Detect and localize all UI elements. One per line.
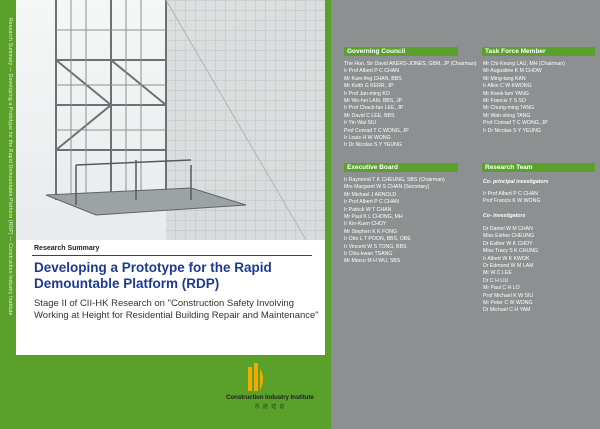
member-name: Ir Patrick W T CHAN [344, 206, 392, 213]
back-cover [325, 0, 600, 429]
research-team-heading: Research Team [482, 163, 595, 172]
book-spine [0, 0, 16, 429]
member-name: Miss Esther CHEUNG [483, 233, 535, 240]
member-name: Ir Chiu-kwan TSANG [344, 251, 393, 258]
research-summary-label: Research Summary [34, 245, 100, 252]
member-name: Ir Prof Albert P C CHAN [344, 68, 399, 75]
member-name: Dr C H LIU [483, 277, 509, 284]
member-name: Mr Chung-ming TANG [483, 105, 535, 112]
member-name: Mr Francis Y S SO [483, 98, 527, 105]
member-name: Mr Kwok-lam YANG [483, 90, 529, 97]
back-green-strip [325, 0, 331, 429]
member-name: Prof Francis K W WONG [483, 198, 541, 205]
member-name: Dr Michael C H YAM [483, 307, 531, 314]
member-name: Prof Conrad T C WONG, JP [344, 127, 409, 134]
member-name: Ir Alkin C W KWONG [483, 83, 532, 90]
governing-council-list [344, 61, 477, 150]
cover-title: Developing a Prototype for the Rapid Demountable Platform (RDP) [34, 260, 272, 291]
publisher-name: Construction Industry Institute [226, 395, 314, 401]
member-name: Mr David C LEE, BBS [344, 112, 395, 119]
member-name: Ir Kin-Kuen CHOY [344, 221, 387, 228]
member-name: Ir Prof Chack-fan LEE, JP [344, 105, 404, 112]
member-name: Ir Prof Jan-ming KO [344, 90, 390, 97]
co-pi-list [483, 191, 540, 206]
member-name: Mr Marco M H WU, SBS [344, 258, 401, 265]
co-pi-label: Co- principal investigators [483, 179, 549, 185]
member-name: Mr W C LEE [483, 270, 512, 277]
governing-council-heading: Governing Council [344, 47, 458, 56]
spine-text: Research Summary — Developing a Prototype for the Rapid Demountable Platform (RDP) — Construction Industry Institute [7, 18, 13, 316]
member-name: Mr Paul K L CHONG, MH [344, 214, 403, 221]
green-footer-band [16, 355, 325, 429]
platform-illustration [16, 0, 325, 240]
member-name: Mrs Margaret W S CHAN (Secretary) [344, 184, 430, 191]
member-name: Mr Ming-tang KAN [483, 75, 526, 82]
member-name: Ir Otto L T POON, BBS, OBE [344, 236, 411, 243]
member-name: Ir Vincent W S TONG, BBS [344, 243, 407, 250]
member-name: Prof Conrad T C WONG, JP [483, 120, 548, 127]
member-name: Mr Kam-fing CHAN, BBS [344, 75, 402, 82]
member-name: Ir Raymond T K CHEUNG, SBS (Chairman) [344, 177, 445, 183]
member-name: Dr Edmond W M LAM [483, 263, 534, 270]
cii-logo-icon [246, 363, 266, 393]
publisher-chinese-name: 香 港 建 造 [254, 404, 286, 410]
member-name: The Hon. Sir David AKERS-JONES, GBM, JP (Chairman) [344, 61, 477, 67]
member-name: Mr Paul C H LO [483, 285, 520, 292]
member-name: Ir Albert W K KWOK [483, 255, 530, 262]
co-investigators-label: Co- investigators [483, 213, 526, 219]
member-name: Dr Daniel W M CHAN [483, 226, 533, 232]
member-name: Ir Louis H W WONG [344, 135, 391, 142]
task-force-heading: Task Force Member [482, 47, 595, 56]
executive-board-list [344, 177, 445, 266]
member-name: Mr Wo-hei LAM, BBS, JP [344, 98, 403, 105]
divider [32, 255, 312, 256]
member-name: Ir Dr Nicolas S Y YEUNG [483, 127, 541, 134]
member-name: Ir Prof Albert P C CHAN [344, 199, 399, 206]
member-name: Ir Yin Wai SIU [344, 120, 377, 127]
member-name: Mr Augustine K M CHOW [483, 68, 542, 75]
member-name: Ir Prof Albert P C CHAN [483, 191, 538, 197]
member-name: Ir Dr Nicolas S Y YEUNG [344, 142, 402, 149]
member-name: Mr Michael J ARNOLD [344, 191, 397, 198]
member-name: Mr Stephen K K FONG [344, 228, 398, 235]
front-cover [16, 0, 325, 429]
member-name: Mr Peter C W WONG [483, 300, 533, 307]
member-name: Prof Michael K W SIU [483, 292, 534, 299]
member-name: Miss Tracy S K CHUNG [483, 248, 539, 255]
cover-photo [16, 0, 325, 240]
member-name: Mr Keith G KERR, JP [344, 83, 394, 90]
member-name: Mr Chi-Keung LAU, MH (Chairman) [483, 61, 565, 67]
cover-subtitle: Stage II of CII-HK Research on "Construction Safety Involving Working at Height for Residential Building Repair and Maintenance" [34, 298, 319, 321]
member-name: Mr Wah-shing TANG [483, 112, 531, 119]
executive-board-heading: Executive Board [344, 163, 458, 172]
task-force-list [483, 61, 565, 135]
member-name: Dr Esther W K CHOY [483, 240, 533, 247]
co-investigators-list [483, 226, 538, 315]
